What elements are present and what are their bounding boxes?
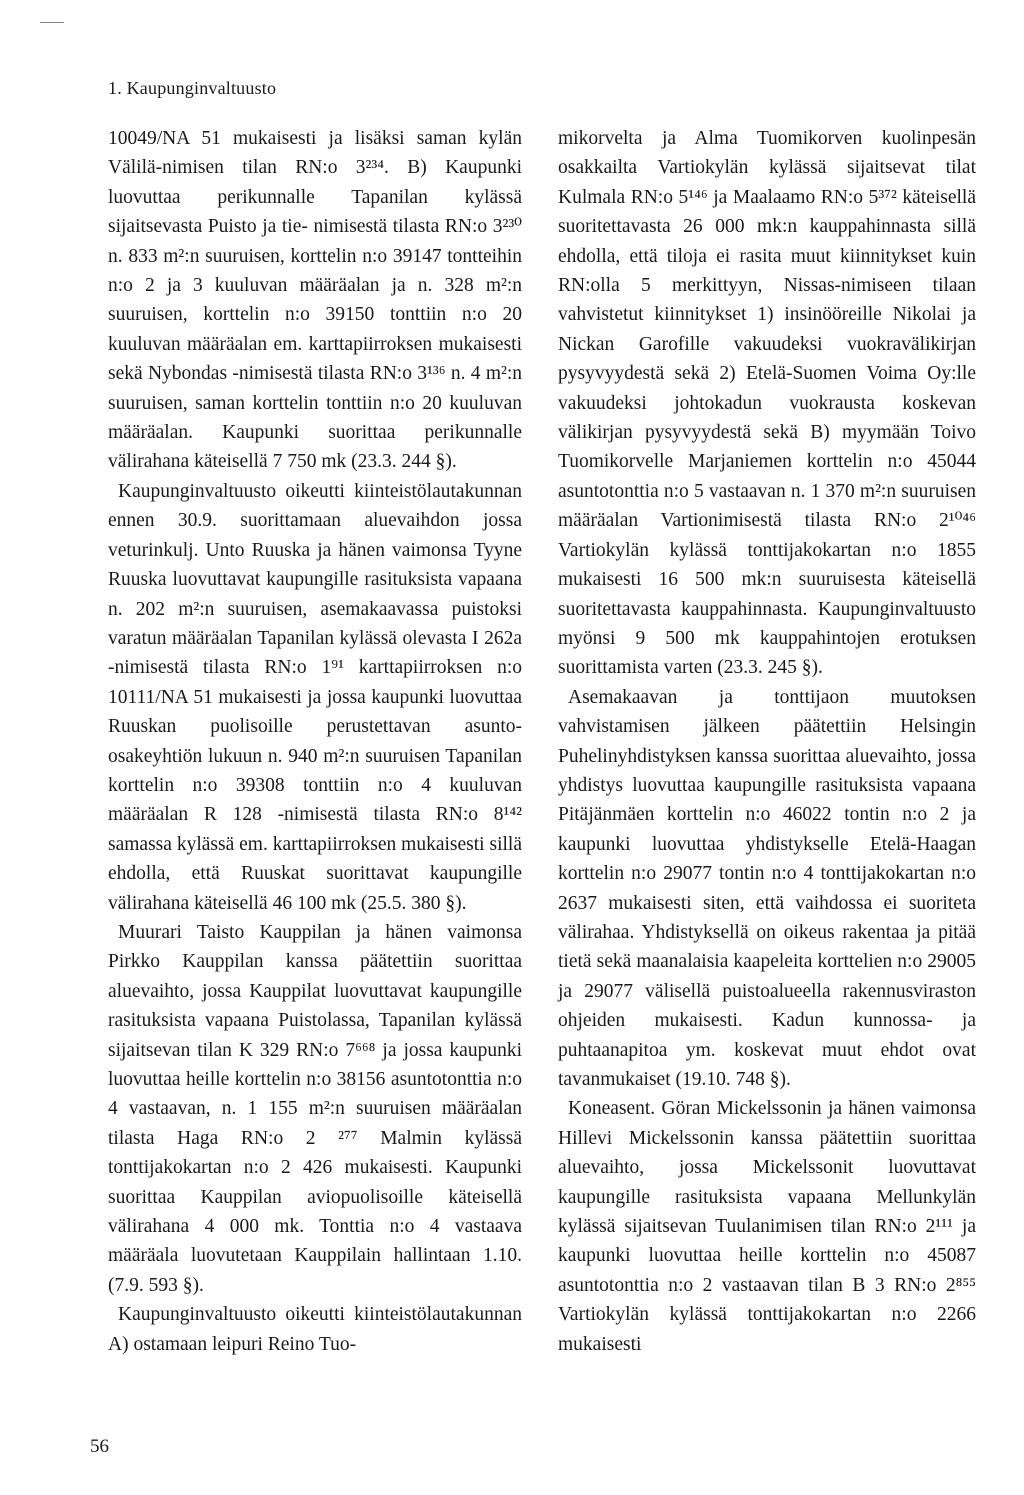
paragraph: Muurari Taisto Kauppilan ja hänen vaimonsa Pirkko Kauppilan kanssa päätettiin suorittaa aluevaihto, jossa Kauppilat luovuttavat kaupungille rasituksista vapaana Puistolassa, Tapanilan kylässä sijaitsevan tilan K 329 RN:o 7⁶⁶⁸ ja jossa kaupunki luovuttaa heille korttelin n:o 38156 asuntotonttia n:o 4 vastaavan, n. 1 155 m²:n suuruisen määräalan tilasta Haga RN:o 2 ²⁷⁷ Malmin kylässä tonttijakokartan n:o 2 426 mukaisesti. Kaupunki suorittaa Kauppilan aviopuolisoille käteisellä välirahana 4 000 mk. Tonttia n:o 4 vastaava määräala luovutetaan Kauppilain hallintaan 1.10. (7.9. 593 §). bbox=[108, 921, 522, 1296]
paragraph: Koneasent. Göran Mickelssonin ja hänen vaimonsa Hillevi Mickelssonin kanssa päätettiin suorittaa aluevaihto, jossa Mickelssonit luovuttavat kaupungille rasituksista vapaana Mellunkylän kylässä sijaitsevan Tuulanimisen tilan RN:o 2¹¹¹ ja kaupunki luovuttaa heille korttelin n:o 45087 asuntotonttia n:o 2 vastaavan tilan B 3 RN:o 2⁸⁵⁵ Vartiokylän kylässä tonttijakokartan n:o 2266 mukaisesti bbox=[558, 1098, 976, 1355]
paragraph: Kaupunginvaltuusto oikeutti kiinteistölautakunnan A) ostamaan leipuri Reino Tuo- bbox=[108, 1304, 522, 1355]
paragraph: Kaupunginvaltuusto oikeutti kiinteistölautakunnan ennen 30.9. suorittamaan aluevaihdon jossa veturinkulj. Unto Ruuska ja hänen vaimonsa Tyyne Ruuska luovuttavat kaupungille rasituksista vapaana n. 202 m²:n suuruisen, asemakaavassa puistoksi varatun määräalan Tapanilan kylässä olevasta I 262a -nimisestä tilasta RN:o 1⁹¹ karttapiirroksen n:o 10111/NA 51 mukaisesti ja jossa kaupunki luovuttaa Ruuskan puolisoille perustettavan asunto-osakeyhtiön lukuun n. 940 m²:n suuruisen Tapanilan korttelin n:o 39308 tonttiin n:o 4 kuuluvan määräalan R 128 -nimisestä tilasta RN:o 8¹⁴² samassa kylässä em. karttapiirroksen mukaisesti sillä ehdolla, että Ruuskat suorittavat kaupungille välirahana käteisellä 46 100 mk (25.5. 380 §). bbox=[108, 480, 522, 914]
right-column bbox=[558, 124, 976, 1359]
paragraph: 10049/NA 51 mukaisesti ja lisäksi saman kylän Välilä-nimisen tilan RN:o 3²³⁴. B) Kaupunki luovuttaa perikunnalle Tapanilan kylässä sijaitsevasta Puisto ja tie- nimisestä tilasta RN:o 3²³⁰ n. 833 m²:n suuruisen, korttelin n:o 39147 tontteihin n:o 2 ja 3 kuuluvan määräalan ja n. 328 m²:n suuruisen, korttelin n:o 39150 tonttiin n:o 20 kuuluvan määräalan em. karttapiirroksen mukaisesti sekä Nybondas -nimisestä tilasta RN:o 3¹³⁶ n. 4 m²:n suuruisen, saman korttelin tonttiin n:o 20 kuuluvan määräalan. Kaupunki suorittaa perikunnalle välirahana käteisellä 7 750 mk (23.3. 244 §). bbox=[108, 128, 522, 473]
top-rule bbox=[40, 22, 64, 23]
left-column bbox=[108, 124, 522, 1359]
section-header: 1. Kaupunginvaltuusto bbox=[108, 78, 277, 98]
page-number: 56 bbox=[90, 1436, 109, 1457]
paragraph: mikorvelta ja Alma Tuomikorven kuolinpesän osakkailta Vartiokylän kylässä sijaitsevat tilat Kulmala RN:o 5¹⁴⁶ ja Maalaamo RN:o 5³⁷² käteisellä suoritettavasta 26 000 mk:n kauppahinnasta sillä ehdolla, että tiloja ei rasita muut kiinnitykset kuin RN:olla 5 merkittyyn, Nissas-nimiseen tilaan vahvistetut kiinnitykset 1) insinööreille Nikolai ja Nickan Garofille vakuudeksi vuokravälikirjan pysyvyydestä sekä 2) Etelä-Suomen Voima Oy:lle vakuudeksi johtokadun vuokrausta koskevan välikirjan pysyvyydestä sekä B) myymään Toivo Tuomikorvelle Marjaniemen korttelin n:o 45044 asuntotonttia n:o 5 vastaavan n. 1 370 m²:n suuruisen määräalan Vartionimisestä tilasta RN:o 2¹⁰⁴⁶ Vartiokylän kylässä tonttijakokartan n:o 1855 mukaisesti 16 500 mk:n suuruisesta käteisellä suoritettavasta kauppahinnasta. Kaupunginvaltuusto myönsi 9 500 mk kauppahintojen erotuksen suorittamista varten (23.3. 245 §). bbox=[558, 128, 976, 679]
paragraph: Asemakaavan ja tonttijaon muutoksen vahvistamisen jälkeen päätettiin Helsingin Puhelinyhdistyksen kanssa suorittaa aluevaihto, jossa yhdistys luovuttaa kaupungille rasituksista vapaana Pitäjänmäen korttelin n:o 46022 tontin n:o 2 ja kaupunki luovuttaa yhdistykselle Etelä-Haagan korttelin n:o 29077 tontin n:o 4 tonttijakokartan n:o 2637 mukaisesti siten, että vaihdossa ei suoriteta välirahaa. Yhdistyksellä on oikeus rakentaa ja pitää tietä sekä maanalaisia kaapeleita korttelien n:o 29005 ja 29077 välisellä puistoalueella rakennusviraston ohjeiden mukaisesti. Kadun kunnossa- ja puhtaanapitoa ym. koskevat muut ehdot ovat tavanmukaiset (19.10. 748 §). bbox=[558, 686, 976, 1090]
